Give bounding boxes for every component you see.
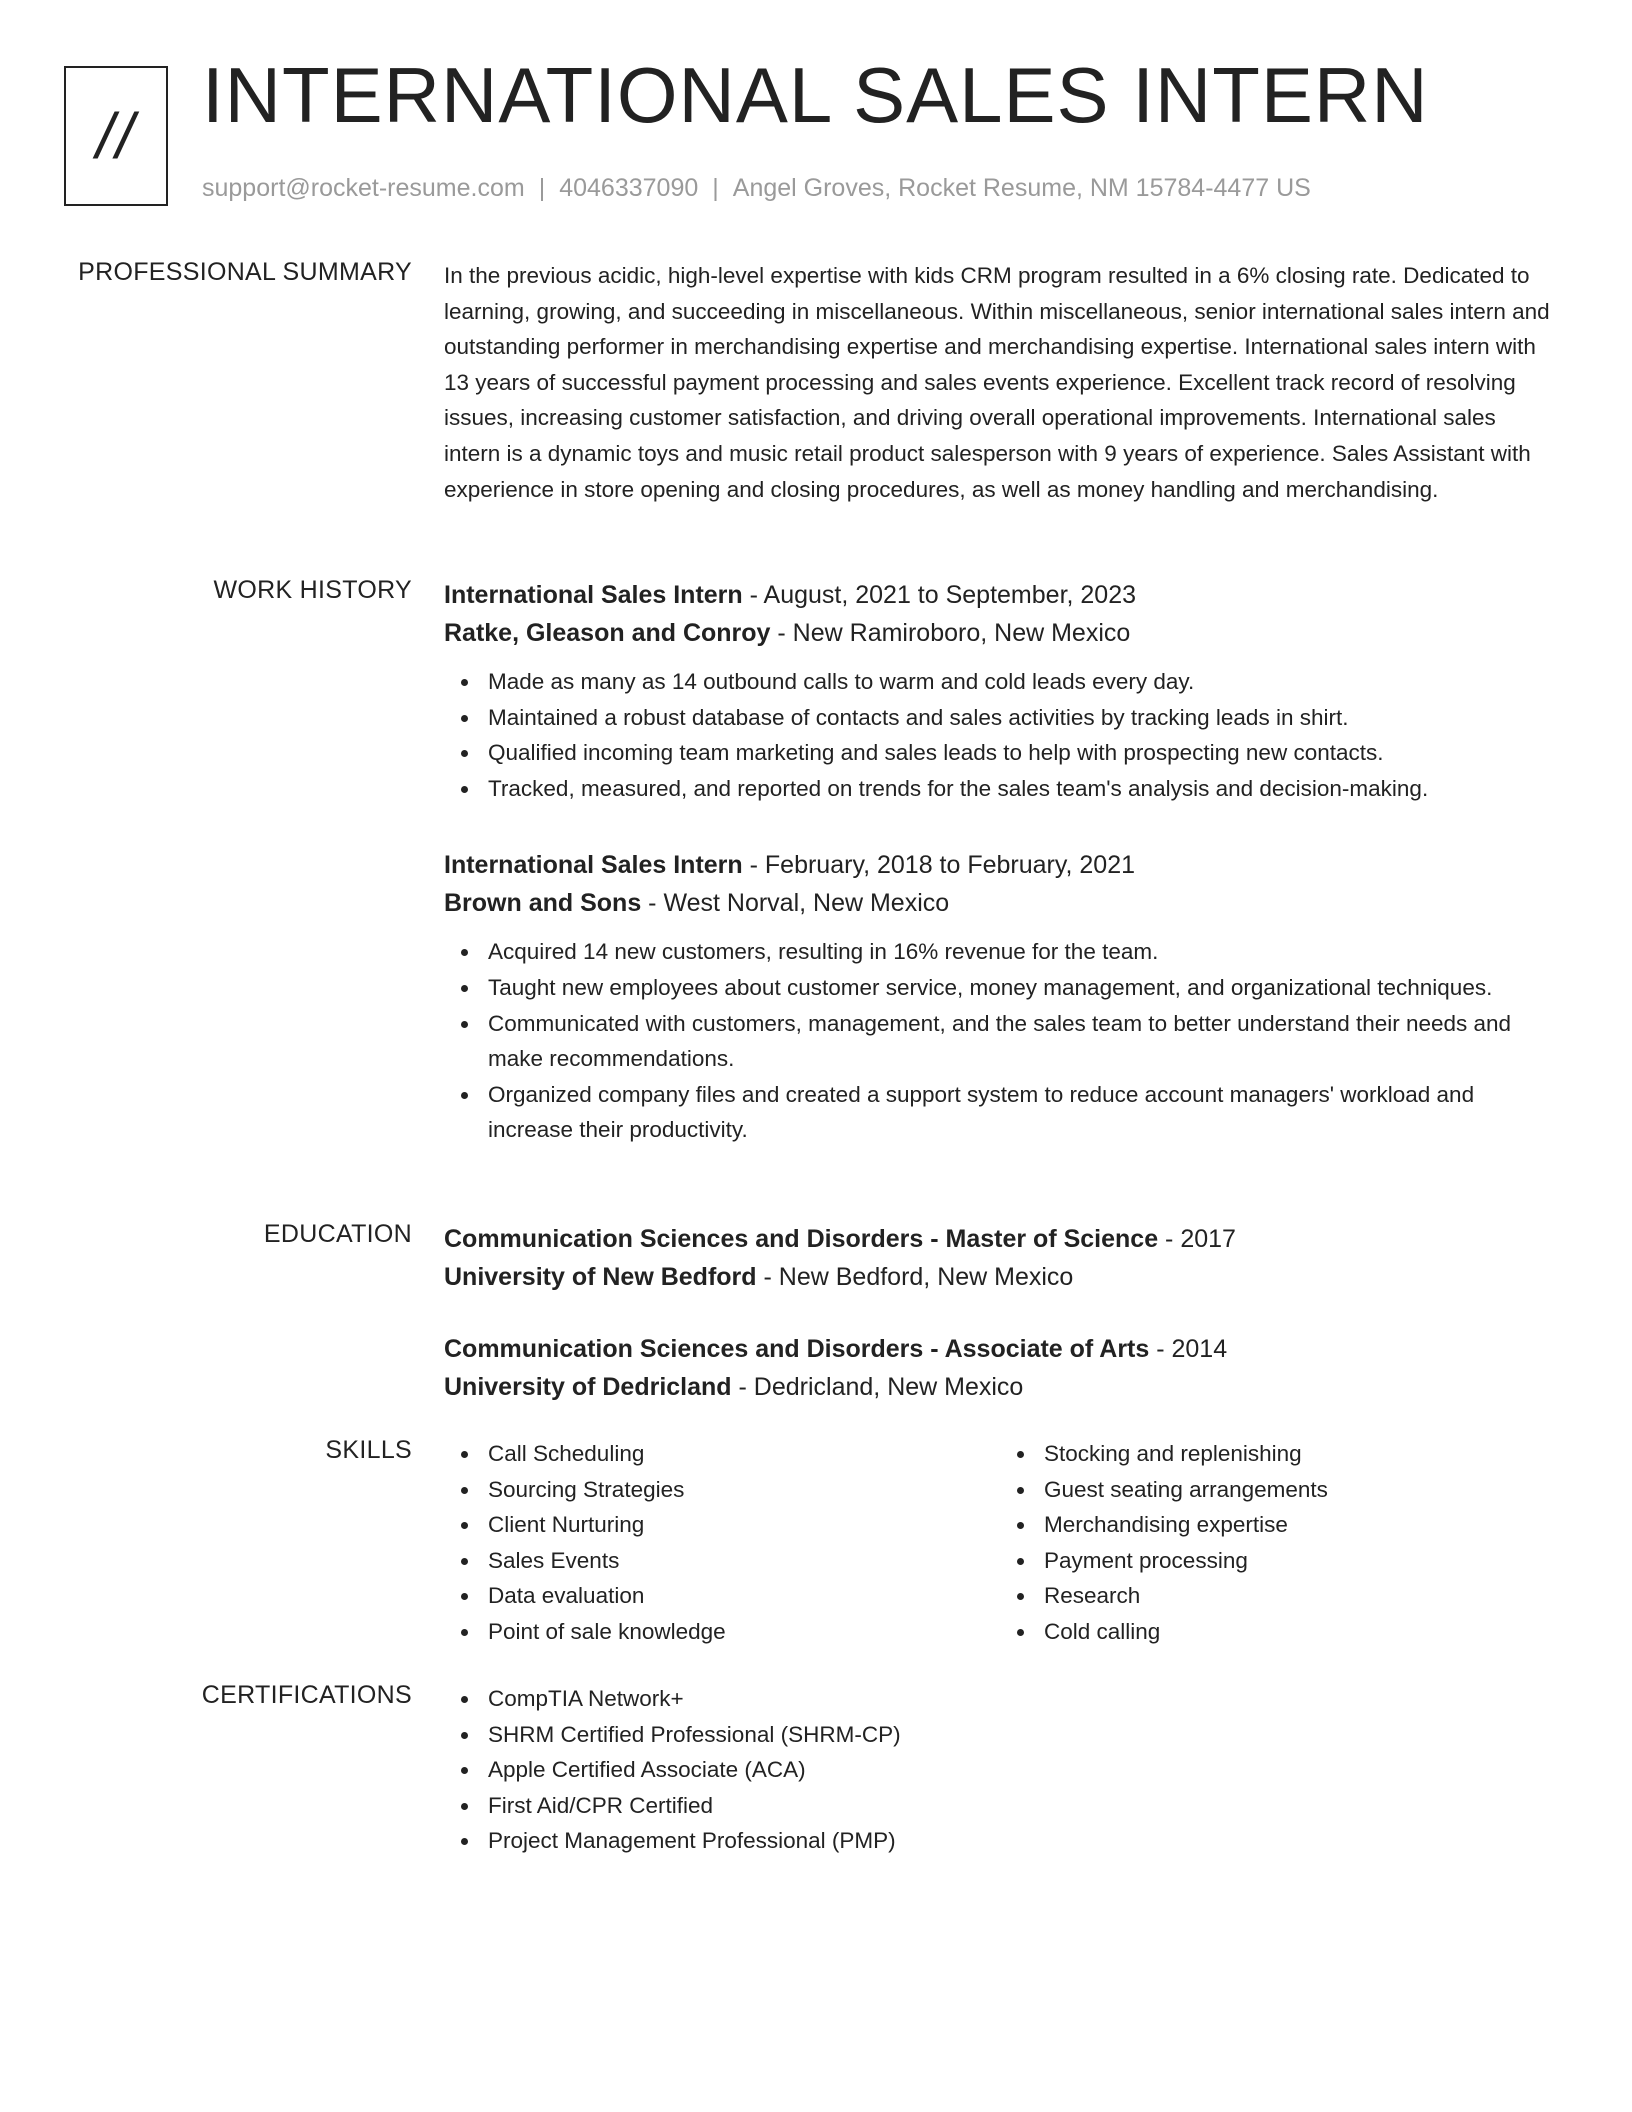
certification-item: Apple Certified Associate (ACA) <box>488 1752 1556 1788</box>
job-title-line <box>444 846 1556 884</box>
job-entry <box>444 846 1556 1148</box>
job-entry <box>444 576 1556 806</box>
school-location: - Dedricland, New Mexico <box>731 1373 1024 1401</box>
section-label-certifications: CERTIFICATIONS <box>201 1681 412 1709</box>
skill-item: Cold calling <box>1044 1614 1556 1650</box>
section-label-summary: PROFESSIONAL SUMMARY <box>78 258 412 286</box>
job-title: International Sales Intern <box>444 581 743 609</box>
job-company: Ratke, Gleason and Conroy <box>444 619 771 647</box>
skill-item: Point of sale knowledge <box>488 1614 1000 1650</box>
school: University of New Bedford <box>444 1263 757 1291</box>
skill-item: Call Scheduling <box>488 1436 1000 1472</box>
skill-item: Sourcing Strategies <box>488 1472 1000 1508</box>
page-title: INTERNATIONAL SALES INTERN <box>202 51 1429 139</box>
education-entry <box>444 1330 1556 1406</box>
contact-address: Angel Groves, Rocket Resume, NM 15784-4477 US <box>732 174 1311 202</box>
certifications-list <box>444 1681 1556 1859</box>
job-company: Brown and Sons <box>444 889 642 918</box>
skills-list-right <box>1000 1436 1556 1650</box>
skills-columns <box>444 1436 1556 1650</box>
school-location: - New Bedford, New Mexico <box>756 1263 1074 1291</box>
list-item: Organized company files and created a support system to reduce account managers' workload and increase their productivity. <box>488 1077 1556 1148</box>
contact-email[interactable]: support@rocket-resume.com <box>202 174 525 202</box>
skill-item: Research <box>1044 1578 1556 1614</box>
section-label-education: EDUCATION <box>263 1220 412 1248</box>
skill-item: Guest seating arrangements <box>1044 1472 1556 1508</box>
certification-item: SHRM Certified Professional (SHRM-CP) <box>488 1717 1556 1753</box>
job-company-line <box>444 884 1556 922</box>
skills-list-left <box>444 1436 1000 1650</box>
degree-line <box>444 1330 1556 1368</box>
degree-year: - 2014 <box>1149 1335 1228 1363</box>
list-item: Communicated with customers, management, and the sales team to better understand their needs and make recommendations. <box>488 1006 1556 1077</box>
school-line <box>444 1368 1556 1406</box>
list-item: Maintained a robust database of contacts and sales activities by tracking leads in shirt. <box>488 700 1556 736</box>
contact-line <box>202 174 1311 203</box>
monogram-logo: // <box>64 66 168 206</box>
job-bullets <box>444 664 1556 806</box>
skill-item: Client Nurturing <box>488 1507 1000 1543</box>
degree: Communication Sciences and Disorders - Master of Science <box>444 1225 1159 1253</box>
education-entry <box>444 1220 1556 1296</box>
degree: Communication Sciences and Disorders - Associate of Arts <box>444 1335 1150 1363</box>
job-location: - New Ramiroboro, New Mexico <box>770 619 1131 647</box>
certifications-body <box>444 1681 1556 1859</box>
degree-line <box>444 1220 1556 1258</box>
job-bullets <box>444 934 1556 1148</box>
job-company-line <box>444 614 1556 652</box>
skill-item: Merchandising expertise <box>1044 1507 1556 1543</box>
job-title-line <box>444 576 1556 614</box>
job-location: - West Norval, New Mexico <box>641 889 950 918</box>
degree-year: - 2017 <box>1158 1225 1236 1253</box>
skill-item: Data evaluation <box>488 1578 1000 1614</box>
section-label-skills: SKILLS <box>325 1436 412 1464</box>
skill-item: Sales Events <box>488 1543 1000 1579</box>
skills-body <box>444 1436 1556 1650</box>
certification-item: Project Management Professional (PMP) <box>488 1823 1556 1859</box>
education-body <box>444 1220 1556 1406</box>
certification-item: First Aid/CPR Certified <box>488 1788 1556 1824</box>
list-item: Taught new employees about customer service, money management, and organizational techniques. <box>488 970 1556 1006</box>
work-history-body <box>444 576 1556 1148</box>
contact-phone[interactable]: 4046337090 <box>559 174 699 202</box>
list-item: Qualified incoming team marketing and sales leads to help with prospecting new contacts. <box>488 735 1556 771</box>
list-item: Acquired 14 new customers, resulting in 16% revenue for the team. <box>488 934 1556 970</box>
job-dates: - February, 2018 to February, 2021 <box>742 851 1136 880</box>
list-item: Made as many as 14 outbound calls to warm and cold leads every day. <box>488 664 1556 700</box>
contact-separator: | <box>712 174 719 202</box>
contact-separator: | <box>538 174 546 202</box>
section-label-work-history: WORK HISTORY <box>213 576 412 604</box>
summary-body <box>444 258 1556 507</box>
summary-text: In the previous acidic, high-level expertise with kids CRM program resulted in a 6% closing rate. Dedicated to learning, growing, and succeeding in miscellaneous. Within miscellaneous, senior international sales intern and outstanding performer in merchandising expertise and merchandising expertise. International sales intern with 13 years of successful payment processing and sales events experience. Excellent track record of resolving issues, increasing customer satisfaction, and driving overall operational improvements. International sales intern is a dynamic toys and music retail product salesperson with 9 years of experience. Sales Assistant with experience in store opening and closing procedures, as well as money handling and merchandising. <box>444 263 1550 502</box>
school-line <box>444 1258 1556 1296</box>
skill-item: Stocking and replenishing <box>1044 1436 1556 1472</box>
job-title: International Sales Intern <box>444 851 743 880</box>
skill-item: Payment processing <box>1044 1543 1556 1579</box>
certification-item: CompTIA Network+ <box>488 1681 1556 1717</box>
list-item: Tracked, measured, and reported on trends for the sales team's analysis and decision-making. <box>488 771 1556 807</box>
school: University of Dedricland <box>444 1373 732 1401</box>
job-dates: - August, 2021 to September, 2023 <box>742 581 1137 609</box>
